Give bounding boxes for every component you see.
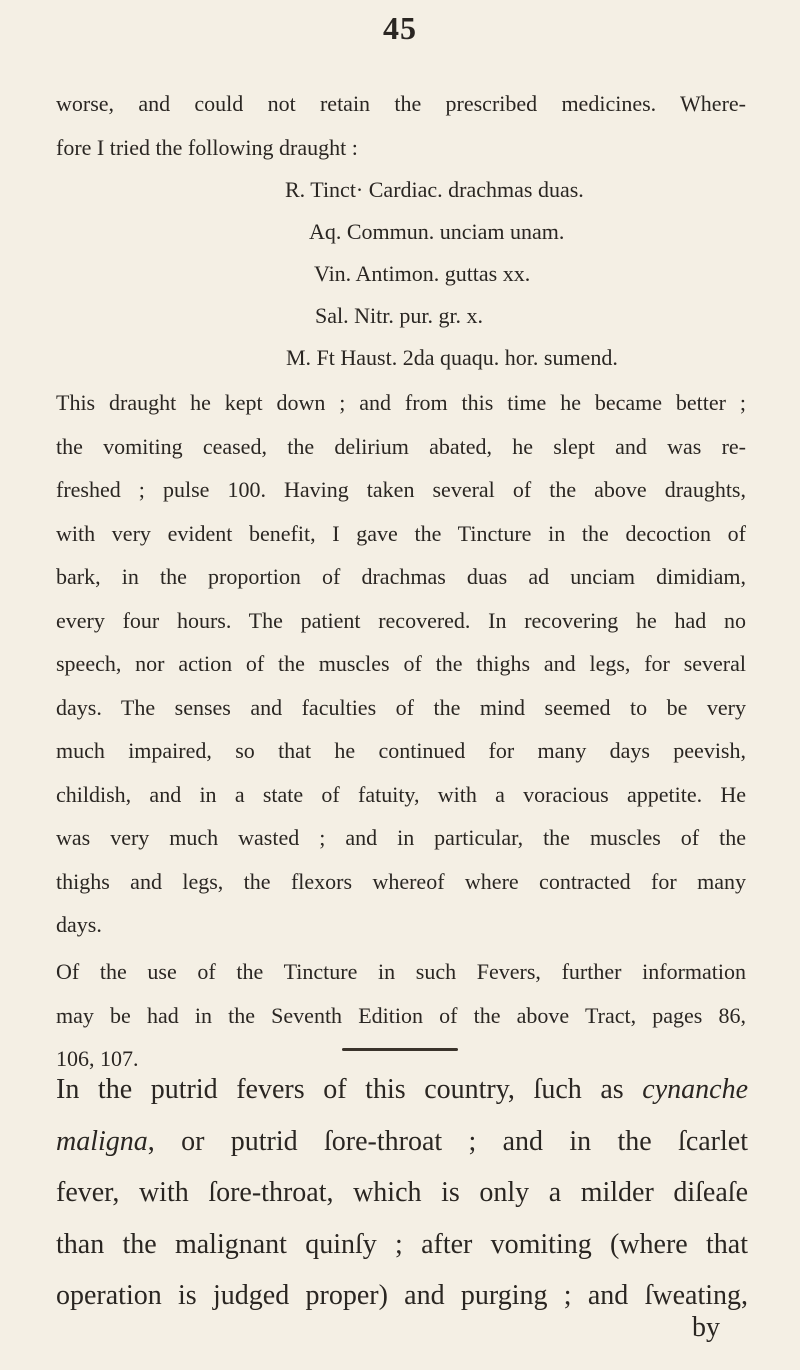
- text-line: days. The senses and faculties of the mind seemed to be very: [56, 694, 746, 720]
- prescription-line: Aq. Commun. unciam unam.: [309, 219, 565, 244]
- text-segment: operation is judged proper) and purging ; and ſweating,: [56, 1280, 748, 1311]
- text-line: childish, and in a state of fatuity, with a voracious appetite. He: [56, 781, 746, 807]
- text-line: This draught he kept down ; and from this time he became better ;: [56, 390, 746, 415]
- text-line: was very much wasted ; and in particular, the muscles of the: [56, 825, 746, 850]
- text-line: [56, 1219, 748, 1271]
- prescription-line: Vin. Antimon. guttas xx.: [314, 261, 531, 286]
- text-line: with very evident benefit, I gave the Tincture in the decoction of: [56, 520, 746, 546]
- prescription-line: R. Tinct· Cardiac. drachmas duas.: [285, 177, 584, 202]
- text-line: may be had in the Seventh Edition of the above Tract, pages 86,: [56, 1002, 746, 1028]
- page-number: 45: [383, 10, 417, 46]
- text-line: worse, and could not retain the prescribed medicines. Where-: [56, 91, 746, 116]
- putrid-fevers-paragraph: [56, 1064, 748, 1322]
- section-divider: [342, 1048, 458, 1051]
- prescription-line: Sal. Nitr. pur. gr. x.: [315, 303, 484, 328]
- italic-term: cynanche: [642, 1074, 748, 1105]
- text-line: fore I tried the following draught :: [56, 134, 358, 160]
- text-line: Of the use of the Tincture in such Fevers, further information: [56, 959, 746, 984]
- text-segment: , or putrid ſore-throat ; and in the ſcarlet: [147, 1125, 748, 1157]
- text-line: [56, 1167, 748, 1219]
- opening-text: [56, 82, 746, 169]
- text-line: the vomiting ceased, the delirium abated, he slept and was re-: [56, 433, 746, 459]
- text-line: [56, 1064, 748, 1116]
- text-line: speech, nor action of the muscles of the thighs and legs, for several: [56, 651, 746, 676]
- text-line: every four hours. The patient recovered. In recovering he had no: [56, 607, 746, 633]
- prescription-block: [56, 169, 746, 379]
- text-line: [56, 1116, 748, 1168]
- text-line: bark, in the proportion of drachmas duas ad unciam dimidiam,: [56, 564, 746, 589]
- text-segment: In the putrid fevers of this country, ſuch as: [56, 1074, 643, 1105]
- italic-term: maligna: [56, 1125, 148, 1157]
- text-segment: fever, with ſore-throat, which is only a milder diſeaſe: [56, 1177, 748, 1208]
- text-line: much impaired, so that he continued for many days peevish,: [56, 738, 746, 763]
- text-line: freshed ; pulse 100. Having taken several of the above draughts,: [56, 477, 746, 502]
- text-line: 106, 107.: [56, 1046, 139, 1071]
- further-info-paragraph: [56, 950, 746, 1081]
- case-paragraph: [56, 381, 746, 947]
- text-line: days.: [56, 912, 102, 937]
- text-line: thighs and legs, the flexors whereof where contracted for many: [56, 868, 746, 894]
- text-line: [56, 1270, 748, 1322]
- text-segment: than the malignant quinſy ; after vomiting (where that: [56, 1228, 748, 1260]
- catchword: by: [692, 1312, 720, 1343]
- prescription-line: M. Ft Haust. 2da quaqu. hor. sumend.: [286, 345, 618, 370]
